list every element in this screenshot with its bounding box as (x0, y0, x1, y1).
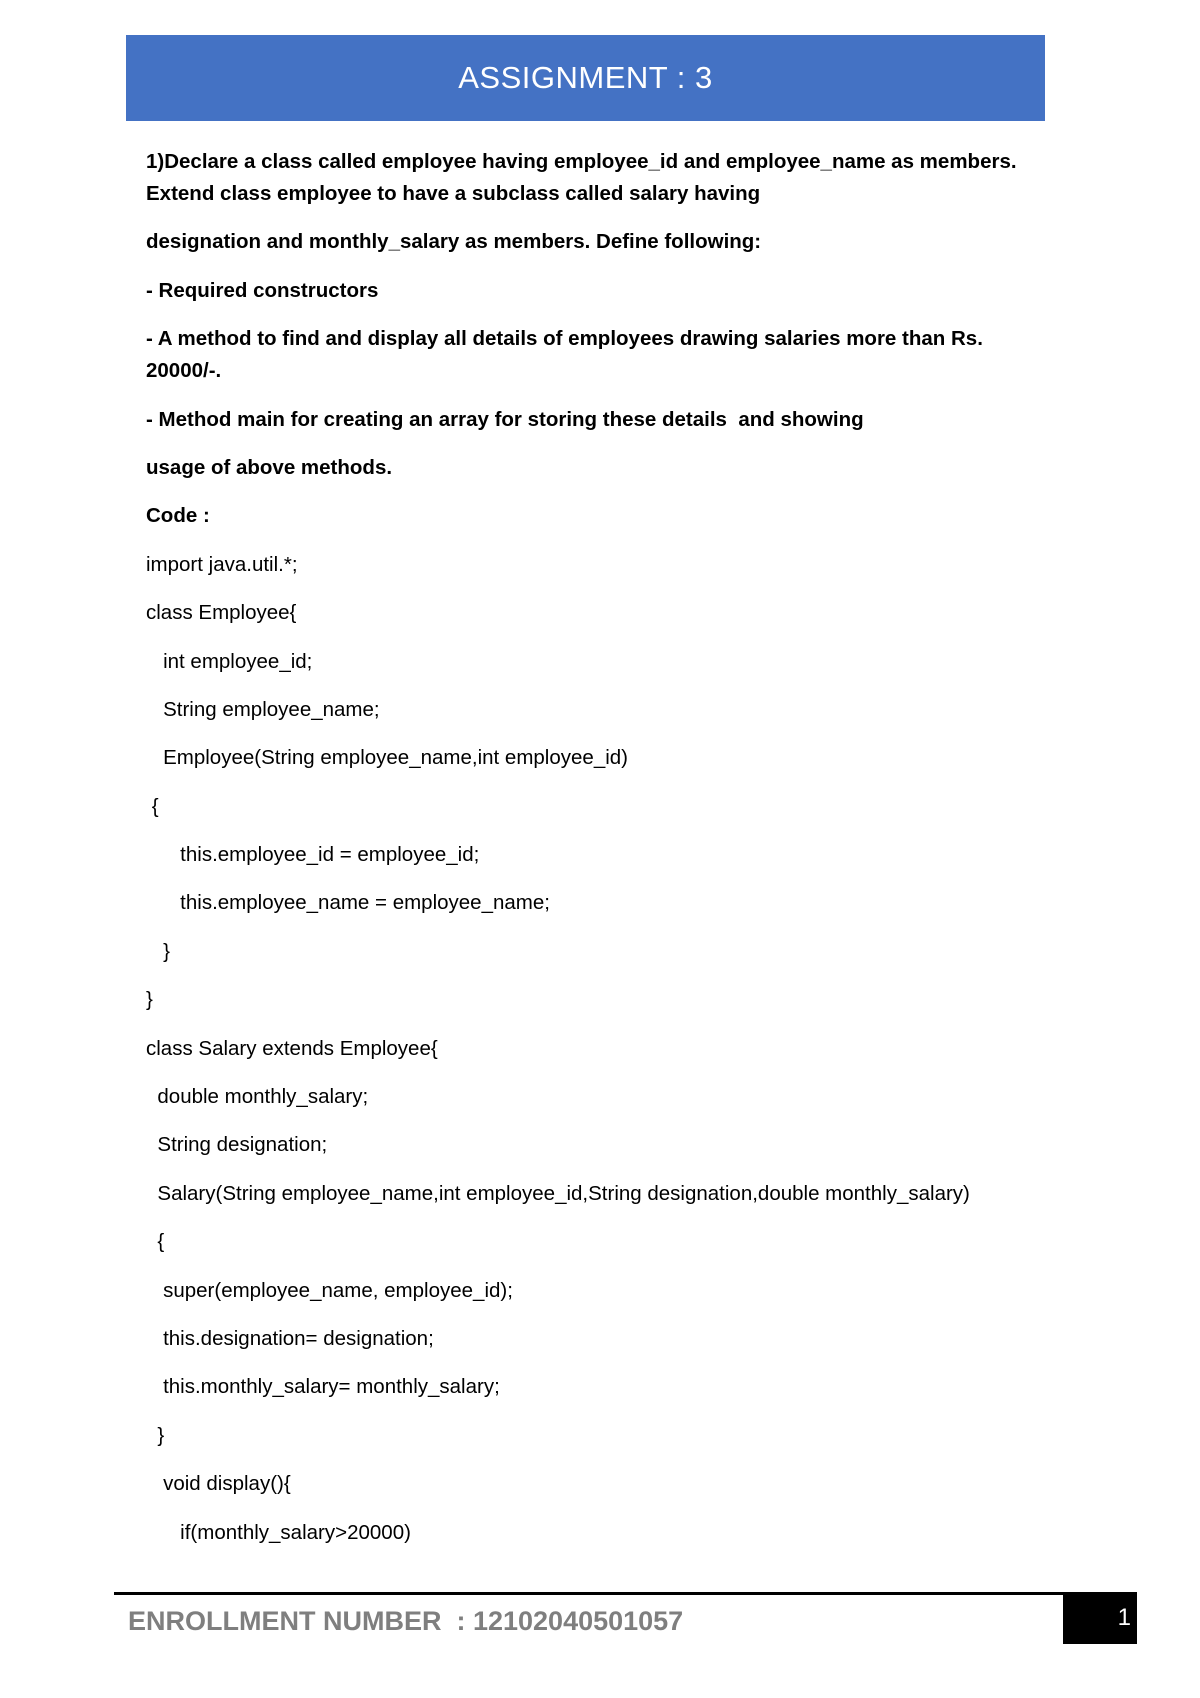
code-line: } (146, 1423, 165, 1447)
requirement-item: - Required constructors (146, 278, 379, 302)
enrollment-number: ENROLLMENT NUMBER : 12102040501057 (128, 1606, 684, 1636)
code-line: } (146, 939, 170, 963)
code-line: Employee(String employee_name,int employee_id) (146, 746, 629, 770)
requirement-text-line: - A method to find and display all details of employees drawing salaries more than Rs. (146, 327, 983, 351)
requirement-text-line: 20000/-. (146, 359, 222, 383)
question-text-line: usage of above methods. (146, 455, 393, 479)
code-block (146, 549, 1076, 1549)
footer-divider (114, 1592, 1063, 1595)
requirement-item (146, 323, 1076, 387)
code-line: void display(){ (146, 1472, 291, 1496)
assignment-header-banner (126, 35, 1045, 121)
question-text-line: 1)Declare a class called employee having employee_id and employee_name as members. (146, 150, 1017, 173)
code-line: double monthly_salary; (146, 1085, 369, 1109)
question-text-line: designation and monthly_salary as members. Define following: (146, 230, 762, 254)
code-line: import java.util.*; (146, 552, 298, 576)
code-line: { (146, 794, 159, 818)
code-line: Salary(String employee_name,int employee_id,String designation,double monthly_salary) (146, 1181, 970, 1205)
code-line: int employee_id; (146, 649, 313, 673)
code-line: String employee_name; (146, 697, 380, 721)
page-number: 1 (1117, 1604, 1131, 1631)
document-body (146, 146, 1076, 1565)
code-line: class Salary extends Employee{ (146, 1036, 438, 1060)
code-line: super(employee_name, employee_id); (146, 1278, 513, 1302)
code-line: this.employee_name = employee_name; (146, 891, 550, 915)
question-text-line: Extend class employee to have a subclass called salary having (146, 182, 761, 205)
code-line: class Employee{ (146, 601, 297, 625)
requirement-item: - Method main for creating an array for storing these details and showing (146, 407, 864, 431)
code-line: this.monthly_salary= monthly_salary; (146, 1375, 500, 1399)
code-label: Code : (146, 504, 210, 528)
code-line: { (146, 1230, 165, 1254)
code-line: this.designation= designation; (146, 1326, 434, 1350)
code-line: this.employee_id = employee_id; (146, 843, 480, 867)
code-line: String designation; (146, 1133, 328, 1157)
code-line: if(monthly_salary>20000) (146, 1520, 411, 1544)
assignment-title: ASSIGNMENT : 3 (458, 60, 713, 95)
question-paragraph (146, 146, 1076, 210)
code-line: } (146, 988, 153, 1012)
page-number-box (1063, 1592, 1137, 1644)
